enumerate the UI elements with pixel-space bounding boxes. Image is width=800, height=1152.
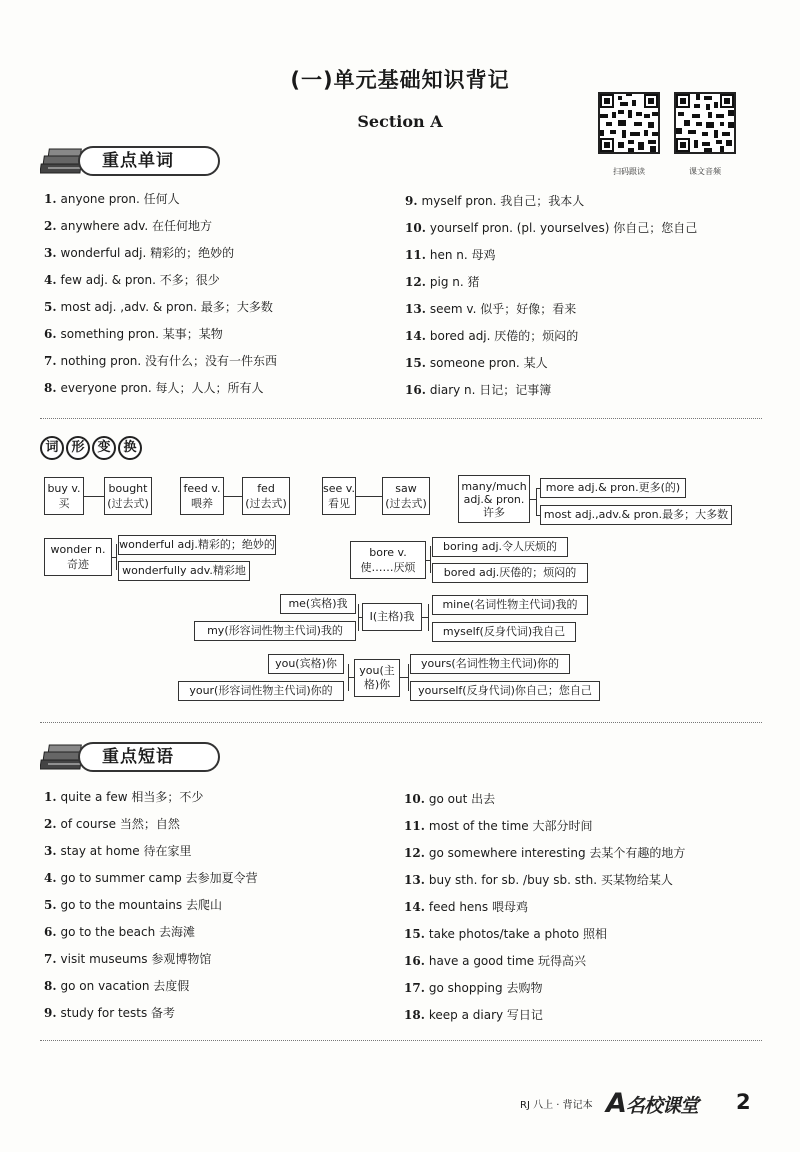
book-label: RJ 八上 · 背记本 [520, 1100, 593, 1111]
wonderful-box: wonderful adj.精彩的；绝妙的 [118, 535, 276, 555]
list-item: 5. most adj. ,adv. & pron. 最多；大多数 [44, 300, 273, 314]
list-item: 4. go to summer camp 去参加夏令营 [44, 871, 258, 885]
more-box: more adj.& pron.更多(的) [540, 478, 686, 498]
list-item: 6. something pron. 某事；某物 [44, 327, 223, 341]
connector [84, 496, 104, 497]
list-item: 14. bored adj. 厌倦的；烦闷的 [405, 329, 579, 343]
divider [40, 722, 762, 723]
list-item: 1. anyone pron. 任何人 [44, 192, 180, 206]
heading-char: 换 [118, 436, 142, 460]
list-item: 14. feed hens 喂母鸡 [404, 900, 528, 914]
list-item: 2. anywhere adv. 在任何地方 [44, 219, 213, 233]
you-obj-box: you(宾格)你 [268, 654, 344, 674]
connector [408, 664, 409, 691]
list-item: 1. quite a few 相当多；不少 [44, 790, 204, 804]
list-item: 3. stay at home 待在家里 [44, 844, 192, 858]
my-box: my(形容词性物主代词)我的 [194, 621, 356, 641]
list-item: 12. go somewhere interesting 去某个有趣的地方 [404, 846, 686, 860]
list-item: 7. nothing pron. 没有什么；没有一件东西 [44, 354, 278, 368]
divider [40, 1040, 762, 1041]
wonderfully-box: wonderfully adv.精彩地 [118, 561, 250, 581]
bored-box: bored adj.厌倦的；烦闷的 [432, 563, 588, 583]
vocab-heading [40, 142, 200, 182]
me-box: me(宾格)我 [280, 594, 356, 614]
qr-code-left[interactable] [598, 92, 660, 154]
list-item: 9. myself pron. 我自己；我本人 [405, 194, 585, 208]
yourself-box: yourself(反身代词)你自己；您自己 [410, 681, 600, 701]
list-item: 13. seem v. 似乎；好像；看来 [405, 302, 577, 316]
list-item: 11. hen n. 母鸡 [405, 248, 496, 262]
feed-base-box: feed v. 喂养 [180, 477, 224, 515]
many-base-box: many/much adj.& pron. 许多 [458, 475, 530, 523]
page-number: 2 [736, 1090, 751, 1114]
list-item: 4. few adj. & pron. 不多；很少 [44, 273, 220, 287]
heading-char: 变 [92, 436, 116, 460]
i-center-box: I(主格)我 [362, 603, 422, 631]
connector [224, 496, 242, 497]
see-past-box: saw (过去式) [382, 477, 430, 515]
vocab-heading-label: 重点单词 [78, 146, 220, 176]
heading-char: 形 [66, 436, 90, 460]
qr-pattern [600, 94, 658, 152]
list-item: 10. yourself pron. (pl. yourselves) 你自己；您自己 [405, 221, 698, 235]
connector [116, 544, 117, 570]
word-forms-heading [40, 436, 144, 460]
connector [400, 677, 408, 678]
list-item: 5. go to the mountains 去爬山 [44, 898, 222, 912]
list-item: 10. go out 出去 [404, 792, 496, 806]
divider [40, 418, 762, 419]
you-center-box: you(主 格)你 [354, 659, 400, 697]
qr-code-right[interactable] [674, 92, 736, 154]
myself-box: myself(反身代词)我自己 [432, 622, 576, 642]
brand-logo: A名校课堂 [606, 1088, 698, 1119]
list-item: 13. buy sth. for sb. /buy sb. sth. 买某物给某人 [404, 873, 673, 887]
feed-past-box: fed (过去式) [242, 477, 290, 515]
list-item: 11. most of the time 大部分时间 [404, 819, 593, 833]
list-item: 17. go shopping 去购物 [404, 981, 543, 995]
list-item: 6. go to the beach 去海滩 [44, 925, 196, 939]
most-box: most adj.,adv.& pron.最多；大多数 [540, 505, 732, 525]
qr-left-label: 扫码跟读 [613, 167, 645, 176]
see-base-box: see v. 看见 [322, 477, 356, 515]
list-item: 16. diary n. 日记；记事簿 [405, 383, 552, 397]
connector [430, 546, 431, 573]
list-item: 3. wonderful adj. 精彩的；绝妙的 [44, 246, 235, 260]
qr-right-label: 课文音频 [689, 167, 721, 176]
page-title: (一)单元基础知识背记 [290, 68, 510, 92]
heading-char: 词 [40, 436, 64, 460]
connector [536, 488, 537, 515]
boring-box: boring adj.令人厌烦的 [432, 537, 568, 557]
section-subtitle: Section A [357, 112, 443, 131]
mine-box: mine(名词性物主代词)我的 [432, 595, 588, 615]
list-item: 8. everyone pron. 每人；人人；所有人 [44, 381, 264, 395]
list-item: 15. take photos/take a photo 照相 [404, 927, 607, 941]
buy-past-box: bought (过去式) [104, 477, 152, 515]
list-item: 18. keep a diary 写日记 [404, 1008, 543, 1022]
wonder-base-box: wonder n. 奇迹 [44, 538, 112, 576]
list-item: 7. visit museums 参观博物馆 [44, 952, 212, 966]
yours-box: yours(名词性物主代词)你的 [410, 654, 570, 674]
phrases-heading [40, 738, 200, 778]
buy-base-box: buy v. 买 [44, 477, 84, 515]
connector [428, 604, 429, 631]
connector [356, 496, 382, 497]
list-item: 8. go on vacation 去度假 [44, 979, 190, 993]
list-item: 15. someone pron. 某人 [405, 356, 548, 370]
qr-pattern [676, 94, 734, 152]
phrases-heading-label: 重点短语 [78, 742, 220, 772]
list-item: 16. have a good time 玩得高兴 [404, 954, 586, 968]
list-item: 9. study for tests 备考 [44, 1006, 176, 1020]
list-item: 12. pig n. 猪 [405, 275, 480, 289]
bore-base-box: bore v. 使……厌烦 [350, 541, 426, 579]
list-item: 2. of course 当然；自然 [44, 817, 180, 831]
your-box: your(形容词性物主代词)你的 [178, 681, 344, 701]
